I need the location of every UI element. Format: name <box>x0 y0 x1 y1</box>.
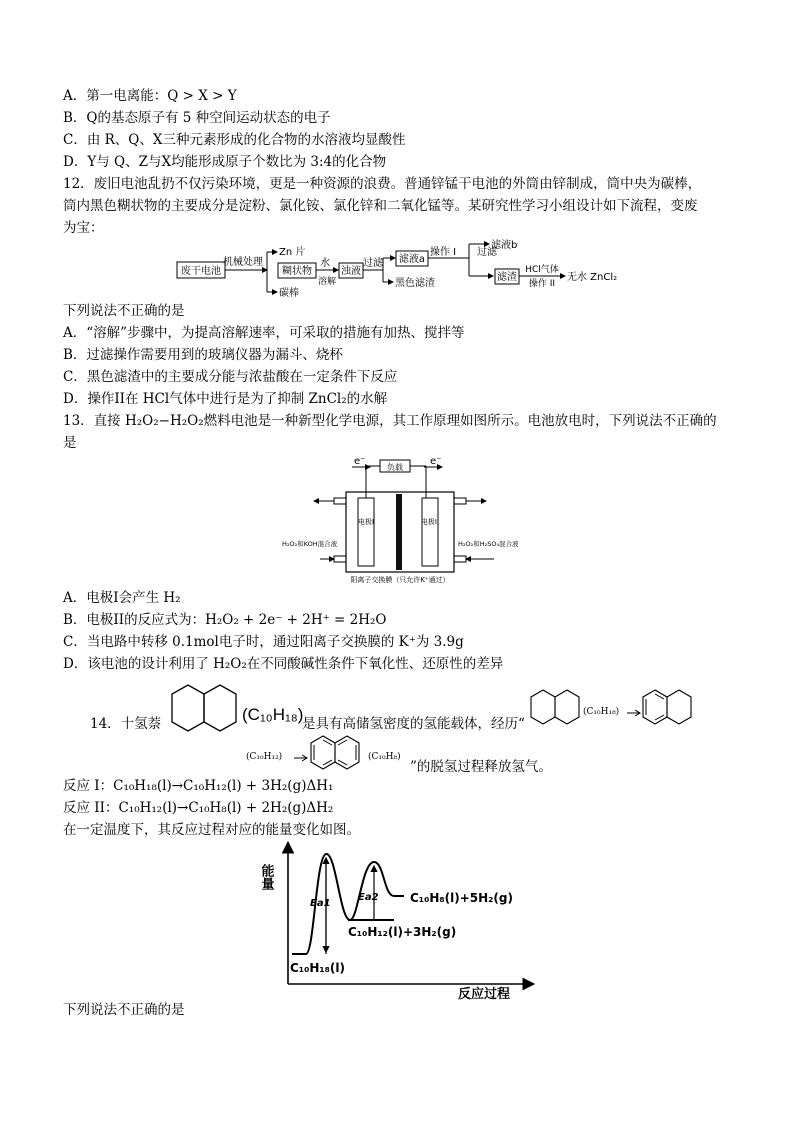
cell-membrane: 阳离子交换膜（只允许K⁺通过） <box>350 576 450 584</box>
q14-formula-3: (C₁₀H₈) <box>368 752 401 762</box>
q11-option-a: A．第一电离能：Q > X > Y <box>63 88 237 104</box>
q14-reaction-2: 反应 II：C₁₀H₁₂(l)→C₁₀H₈(l) + 2H₂(g)ΔH₂ <box>63 800 334 816</box>
q14-formula-2: (C₁₀H₁₂) <box>246 752 283 762</box>
energy-state-3: C₁₀H₈(l)+5H₂(g) <box>410 891 513 905</box>
flow-zn: Zn 片 <box>279 247 306 258</box>
flow-op1: 操作 I <box>429 247 457 258</box>
q13-stem-line1: 13．直接 H₂O₂−H₂O₂燃料电池是一种新型化学电源，其工作原理如图所示。电池放电时，下列说法不正确的 <box>63 413 717 429</box>
flow-dissolve: 溶解 <box>317 277 337 287</box>
q13-stem-line2: 是 <box>63 435 77 451</box>
naphthalene-icon <box>310 734 362 772</box>
flow-start: 废干电池 <box>181 266 221 277</box>
energy-xlabel: 反应过程 <box>458 987 511 1002</box>
q14-prefix: 14．十氢萘 <box>90 716 162 732</box>
flow-op2: 操作 II <box>528 279 556 289</box>
q11-option-b: B．Q的基态原子有 5 种空间运动状态的电子 <box>63 110 331 126</box>
q14-energy-intro: 在一定温度下，其反应过程对应的能量变化如图。 <box>63 822 360 838</box>
tetralin-icon <box>642 688 694 728</box>
flow-filter2: 过滤 <box>477 247 497 258</box>
q13-option-a: A．电极I会产生 H₂ <box>63 590 181 606</box>
q12-flowchart <box>175 238 635 300</box>
q14-formula-1: (C₁₀H₁₈) <box>583 707 620 717</box>
q12-stem-line1: 12．废旧电池乱扔不仅污染环境，更是一种资源的浪费。普通锌锰干电池的外筒由锌制成，筒中央为碳棒， <box>63 176 702 192</box>
cell-electrode1: 电极I <box>357 518 375 526</box>
energy-ea2: Ea2 <box>358 892 379 903</box>
q14-tail: ”的脱氢过程释放氢气。 <box>410 759 552 775</box>
cell-load: 负载 <box>387 463 403 472</box>
cell-electrode2: 电极II <box>420 518 440 526</box>
q12-option-a: A．“溶解”步骤中，为提高溶解速率，可采取的措施有加热、搅拌等 <box>63 325 465 341</box>
q14-description: 是具有高储氢密度的氢能载体，经历“ <box>302 716 525 732</box>
q13-option-d: D．该电池的设计利用了 H₂O₂在不同酸碱性条件下氧化性、还原性的差异 <box>63 656 504 672</box>
cell-right-feed: H₂O₂和H₂SO₄混合液 <box>458 540 519 548</box>
flow-hcl: HCl气体 <box>525 265 559 275</box>
q12-stem-line3: 为宝： <box>63 220 104 236</box>
cell-left-feed: H₂O₂和KOH混合液 <box>282 540 338 548</box>
q12-stem-line2: 筒内黑色糊状物的主要成分是淀粉、氯化铵、氯化锌和二氧化锰等。某研究性学习小组设计如下流程，变废 <box>63 198 698 214</box>
flow-step1: 机械处理 <box>223 257 263 268</box>
energy-state-1: C₁₀H₁₈(l) <box>290 961 345 975</box>
flow-paste: 糊状物 <box>282 266 312 277</box>
energy-ylabel: 能量 <box>258 864 274 890</box>
flow-slurry: 浊液 <box>341 266 361 277</box>
flow-filter1: 过滤 <box>363 258 383 269</box>
cell-e-right: e⁻ <box>430 456 442 467</box>
flow-filtrate-b: 滤液b <box>491 240 518 251</box>
q12-option-b: B．过滤操作需要用到的玻璃仪器为漏斗、烧杯 <box>63 347 343 363</box>
q12-question: 下列说法不正确的是 <box>63 303 185 319</box>
flow-black-residue: 黑色滤渣 <box>395 278 435 289</box>
q14-reaction-1: 反应 I：C₁₀H₁₈(l)→C₁₀H₁₂(l) + 3H₂(g)ΔH₁ <box>63 778 334 794</box>
q12-option-d: D．操作II在 HCl气体中进行是为了抑制 ZnCl₂的水解 <box>63 391 388 407</box>
arrow-icon <box>627 708 641 718</box>
energy-state-2: C₁₀H₁₂(l)+3H₂(g) <box>348 925 457 939</box>
q11-option-c: C．由 R、Q、X三种元素形成的化合物的水溶液均显酸性 <box>63 132 406 148</box>
energy-profile-diagram <box>258 840 542 1002</box>
flow-filtrate-a: 滤液a <box>398 254 426 265</box>
q12-option-c: C．黑色滤渣中的主要成分能与浓盐酸在一定条件下反应 <box>63 369 398 385</box>
flow-residue: 滤渣 <box>497 272 517 283</box>
q13-cell-diagram <box>280 454 520 586</box>
decalin-small-icon <box>530 688 582 728</box>
q14-question: 下列说法不正确的是 <box>63 1002 185 1018</box>
energy-ea1: Ea1 <box>310 898 331 909</box>
flow-carbon: 碳棒 <box>279 288 299 299</box>
q13-option-c: C．当电路中转移 0.1mol电子时，通过阳离子交换膜的 K⁺为 3.9g <box>63 634 464 650</box>
flow-product: 无水 ZnCl₂ <box>567 272 618 283</box>
q11-option-d: D．Y与 Q、Z与X均能形成原子个数比为 3:4的化合物 <box>63 154 387 170</box>
cell-e-left: e⁻ <box>354 456 366 467</box>
flow-water: 水 <box>320 258 330 269</box>
q14-formula-main: (C₁₀H₁₈) <box>242 705 304 724</box>
q13-option-b: B．电极II的反应式为：H₂O₂ + 2e⁻ + 2H⁺ = 2H₂O <box>63 612 387 628</box>
decalin-structure-icon <box>170 680 242 738</box>
arrow-icon-2 <box>294 753 308 763</box>
